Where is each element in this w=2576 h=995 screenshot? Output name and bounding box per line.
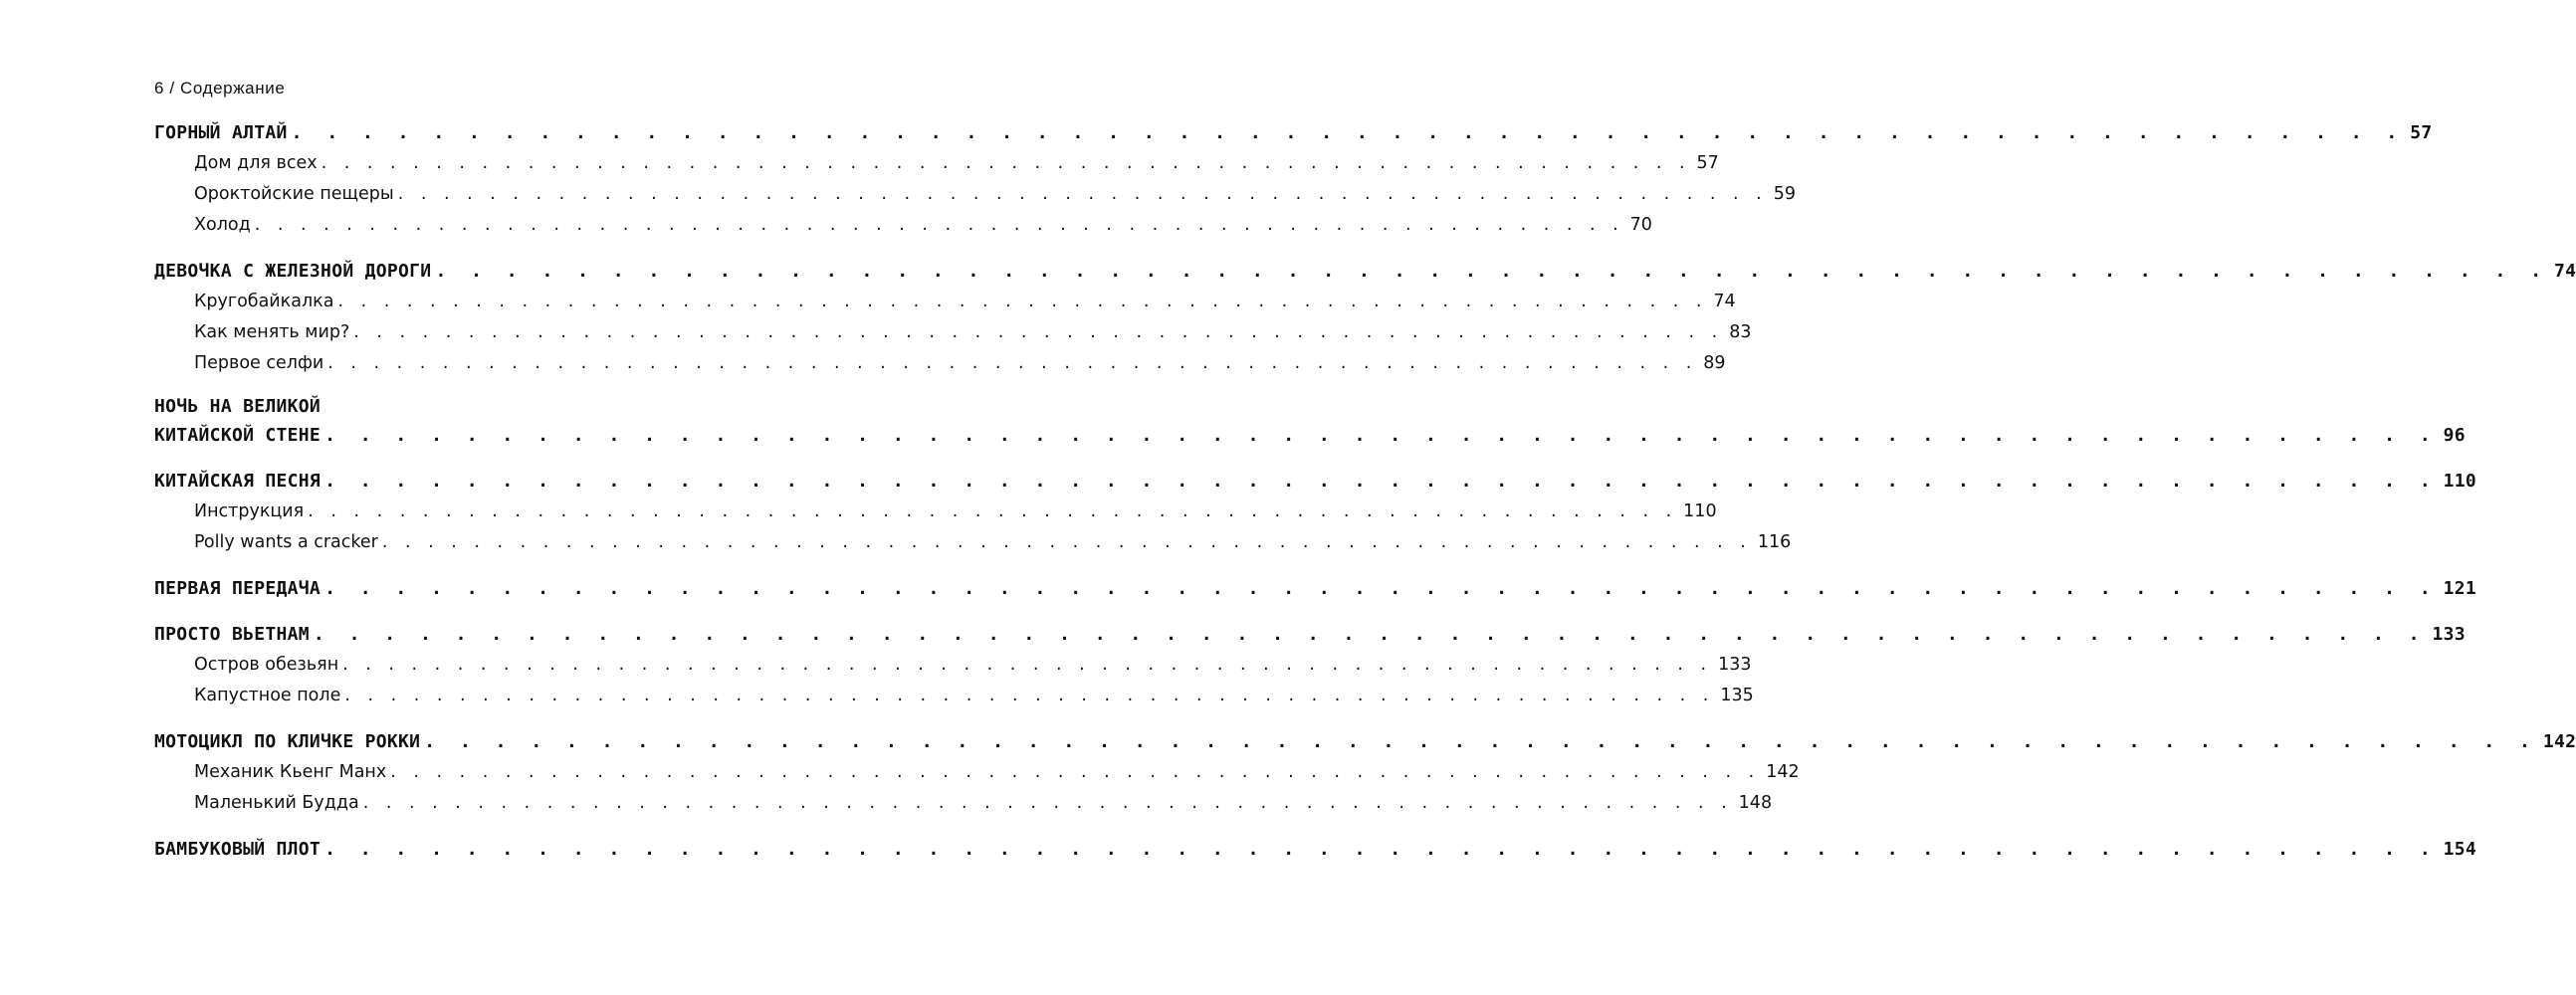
table-of-contents [154,117,2576,865]
chapter-title: КИТАЙСКОЙ СТЕНЕ [154,425,322,446]
section-title: Холод [194,215,251,235]
chapter-entry [154,117,2433,148]
section-entry [154,757,1800,788]
dot-leader: . . . . . . . . . . . . . . . . . . . . . . . . . . . . . . . . . . . . . . . . . . . . . . . . . . . . . . . . . . . . [390,762,1761,782]
page-number: 57 [2410,122,2433,143]
page-number: 83 [1729,322,1752,342]
chapter-title: ДЕВОЧКА С ЖЕЛЕЗНОЙ ДОРОГИ [154,261,432,282]
section-title: Инструкция [194,501,305,521]
dot-leader: . . . . . . . . . . . . . . . . . . . . . . . . . . . . . . . . . . . . . . . . . . . . . . . . . . . . . . . . . . . . [353,322,1724,342]
section-entry [154,210,1652,241]
dot-leader: . . . . . . . . . . . . . . . . . . . . . . . . . . . . . . . . . . . . . . . . . . . . . . . . . . . . . . . . . . . . [435,261,2549,282]
dot-leader: . . . . . . . . . . . . . . . . . . . . . . . . . . . . . . . . . . . . . . . . . . . . . . . . . . . . . . . . . . . . [324,839,2438,860]
page-number: 133 [1718,655,1752,675]
page-number: 96 [2443,425,2466,446]
dot-leader: . . . . . . . . . . . . . . . . . . . . . . . . . . . . . . . . . . . . . . . . . . . . . . . . . . . . . . . . . . . . [291,122,2405,143]
page-number: 57 [1696,153,1719,173]
chapter-title-line [154,394,700,420]
chapter-title: ПЕРВАЯ ПЕРЕДАЧА [154,578,322,599]
page-number: 74 [1713,292,1736,311]
dot-leader: . . . . . . . . . . . . . . . . . . . . . . . . . . . . . . . . . . . . . . . . . . . . . . . . . . . . . . . . . . . . [337,292,1708,311]
section-title: Капустное поле [194,686,341,705]
chapter-title: ГОРНЫЙ АЛТАЙ [154,122,288,143]
page-number: 116 [1757,532,1792,552]
chapter-title: КИТАЙСКАЯ ПЕСНЯ [154,471,322,492]
toc-chapter [154,619,2466,711]
dot-leader: . . . . . . . . . . . . . . . . . . . . . . . . . . . . . . . . . . . . . . . . . . . . . . . . . . . . . . . . . . . . [308,501,1678,521]
chapter-entry [154,726,2576,757]
section-entry [154,348,1726,379]
dot-leader: . . . . . . . . . . . . . . . . . . . . . . . . . . . . . . . . . . . . . . . . . . . . . . . . . . . . . . . . . . . . [381,532,1752,552]
section-entry [154,527,1792,558]
dot-leader: . . . . . . . . . . . . . . . . . . . . . . . . . . . . . . . . . . . . . . . . . . . . . . . . . . . . . . . . . . . . [424,731,2537,752]
dot-leader: . . . . . . . . . . . . . . . . . . . . . . . . . . . . . . . . . . . . . . . . . . . . . . . . . . . . . . . . . . . . [327,353,1698,373]
dot-leader: . . . . . . . . . . . . . . . . . . . . . . . . . . . . . . . . . . . . . . . . . . . . . . . . . . . . . . . . . . . . [254,215,1624,235]
toc-chapter [154,117,2433,241]
section-title: Остров обезьян [194,655,339,675]
toc-chapter [154,726,2576,819]
section-entry [154,497,1717,527]
running-head: 6 / Содержание [154,79,286,98]
section-entry [154,788,1773,819]
section-title: Кругобайкалка [194,292,334,311]
section-entry [154,287,1736,317]
section-entry [154,179,1796,210]
dot-leader: . . . . . . . . . . . . . . . . . . . . . . . . . . . . . . . . . . . . . . . . . . . . . . . . . . . . . . . . . . . . [397,184,1768,204]
page-number: 154 [2443,839,2477,860]
toc-chapter [154,394,2466,451]
page-number: 74 [2554,261,2576,282]
section-title: Механик Кьенг Манх [194,762,387,782]
dot-leader: . . . . . . . . . . . . . . . . . . . . . . . . . . . . . . . . . . . . . . . . . . . . . . . . . . . . . . . . . . . . [324,425,2438,446]
dot-leader: . . . . . . . . . . . . . . . . . . . . . . . . . . . . . . . . . . . . . . . . . . . . . . . . . . . . . . . . . . . . [342,655,1713,675]
section-title: Дом для всех [194,153,318,173]
chapter-title: МОТОЦИКЛ ПО КЛИЧКЕ РОККИ [154,731,421,752]
page-number: 133 [2432,624,2466,645]
chapter-title: ПРОСТО ВЬЕТНАМ [154,624,310,645]
toc-chapter [154,834,2477,865]
page-number: 89 [1703,353,1726,373]
chapter-entry [154,256,2576,287]
section-entry [154,650,1752,681]
page-number: 110 [2443,471,2477,492]
section-title: Ороктойские пещеры [194,184,394,204]
section-title: Маленький Будда [194,793,359,813]
dot-leader: . . . . . . . . . . . . . . . . . . . . . . . . . . . . . . . . . . . . . . . . . . . . . . . . . . . . . . . . . . . . [344,686,1715,705]
page-number: 70 [1629,215,1652,235]
page-number: 59 [1773,184,1796,204]
section-title: Polly wants a cracker [194,532,378,552]
toc-chapter [154,256,2576,379]
chapter-entry [154,619,2466,650]
page-number: 110 [1683,501,1717,521]
page-number: 142 [1766,762,1800,782]
chapter-title: НОЧЬ НА ВЕЛИКОЙ [154,396,322,417]
page-number: 135 [1720,686,1754,705]
chapter-entry [154,420,2466,451]
dot-leader: . . . . . . . . . . . . . . . . . . . . . . . . . . . . . . . . . . . . . . . . . . . . . . . . . . . . . . . . . . . . [313,624,2427,645]
page-number: 148 [1738,793,1773,813]
dot-leader: . . . . . . . . . . . . . . . . . . . . . . . . . . . . . . . . . . . . . . . . . . . . . . . . . . . . . . . . . . . . [321,153,1691,173]
toc-chapter [154,573,2477,604]
dot-leader: . . . . . . . . . . . . . . . . . . . . . . . . . . . . . . . . . . . . . . . . . . . . . . . . . . . . . . . . . . . . [324,578,2438,599]
chapter-entry [154,834,2477,865]
page-number: 121 [2443,578,2477,599]
section-entry [154,681,1754,711]
section-entry [154,148,1719,179]
dot-leader: . . . . . . . . . . . . . . . . . . . . . . . . . . . . . . . . . . . . . . . . . . . . . . . . . . . . . . . . . . . . [362,793,1733,813]
toc-chapter [154,466,2477,558]
section-title: Первое селфи [194,353,324,373]
section-title: Как менять мир? [194,322,350,342]
page-number: 142 [2542,731,2576,752]
dot-leader: . . . . . . . . . . . . . . . . . . . . . . . . . . . . . . . . . . . . . . . . . . . . . . . . . . . . . . . . . . . . [324,471,2438,492]
chapter-title: БАМБУКОВЫЙ ПЛОТ [154,839,322,860]
toc-page [154,79,2576,880]
chapter-entry [154,573,2477,604]
chapter-entry [154,466,2477,497]
section-entry [154,317,1752,348]
